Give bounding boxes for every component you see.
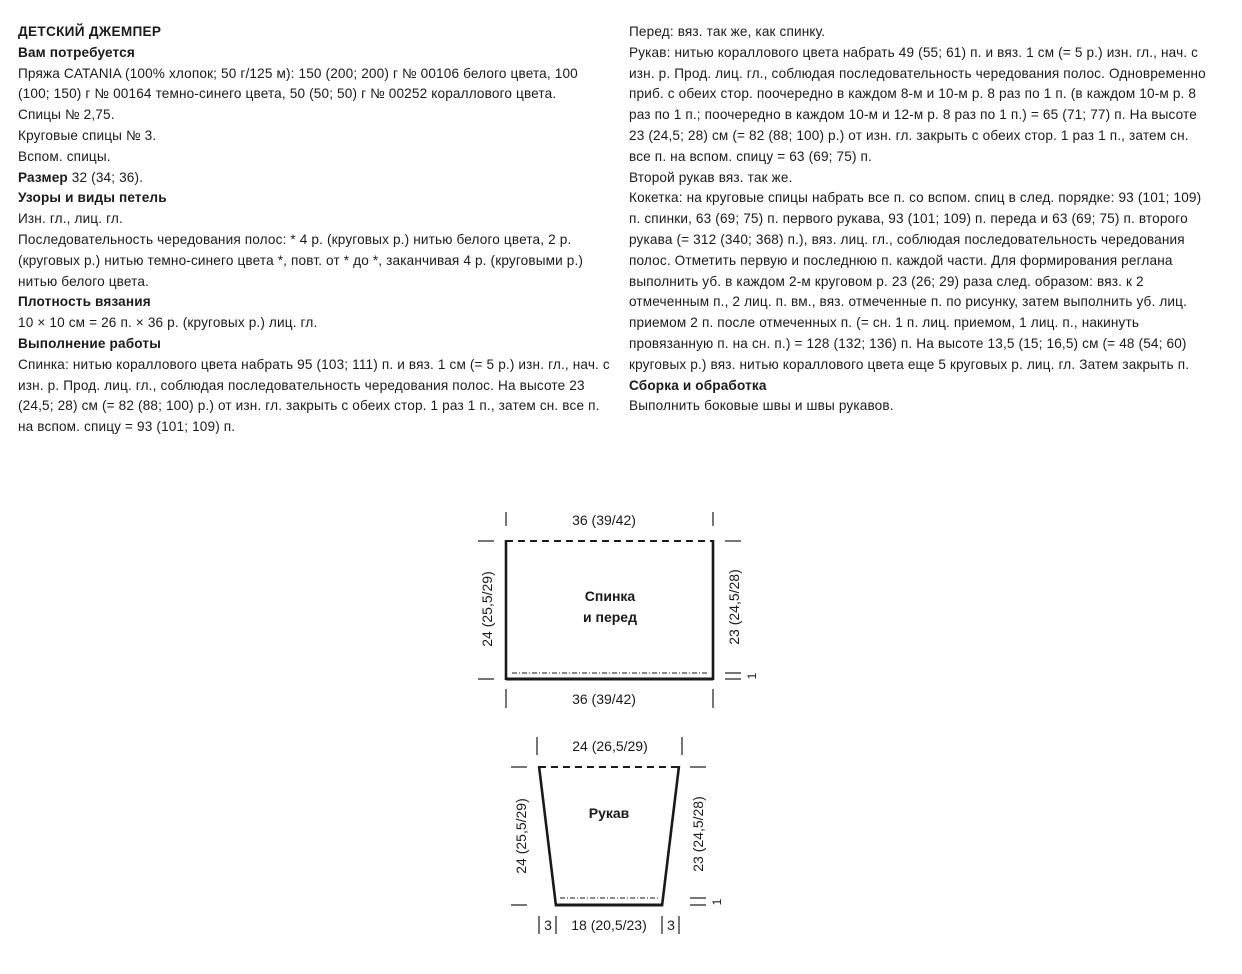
work-heading: Выполнение работы (18, 335, 161, 351)
body-top-width: 36 (39/42) (572, 512, 636, 528)
materials-aux: Вспом. спицы. (18, 148, 111, 164)
patterns-stripes: Последовательность чередования полос: * 4 р. (круговых р.) нитью белого цвета, 2 р. (круговых р.) нитью темно-синего цвета *, повт. от * до *, заканчивая 4 р. (круговыми р.) нитью белого цвета. (18, 231, 584, 289)
sleeve-right-edge (662, 766, 679, 906)
sleeve-bottom-width: 18 (20,5/23) (571, 917, 647, 933)
assembly-text: Выполнить боковые швы и швы рукавов. (629, 398, 894, 414)
sleeve-left-height: 24 (25,5/29) (513, 798, 529, 874)
sleeve-label: Рукав (588, 805, 630, 821)
materials-yarn: Пряжа CATANIA (100% хлопок; 50 г/125 м): 150 (200; 200) г № 00106 белого цвета, 100 (100; 150) г № 00164 темно-синего цвета, 50 (50; 50) г № 00252 кораллового цвета. (18, 65, 578, 102)
assembly-heading: Сборка и обработка (629, 377, 767, 393)
work-yoke: Кокетка: на круговые спицы набрать все п. со вспом. спиц в след. порядке: 93 (101; 109) п. спинки, 63 (69; 75) п. первого рукава, 93 (101; 109) п. переда и 63 (69; 75) п. второго рукава (= 312 (340; 368) п.), вяз. лиц. гл., соблюдая последовательность чередования полос. Отметить первую и последнюю п. каждой части. Для формирования реглана выполнить уб. в каждом 2-м круговом р. 23 (26; 29) раза след. образом: вяз. к 2 отмеченным п., 2 лиц. п. вм., вяз. отмеченные п. по рисунку, затем выполнить уб. лиц. приемом 2 п. после отмеченных п. (= сн. 1 п. лиц. приемом, 1 лиц. п., накинуть провязанную п. на сн. п.) = 128 (132; 136) п. На высоте 13,5 (15; 16,5) см (= 48 (54; 60) круговых р.) вяз. нитью кораллового цвета еще 5 круговых р. лиц. гл. Затем закрыть п. (629, 190, 1202, 372)
body-bottom-width: 36 (39/42) (572, 691, 636, 707)
sleeve-left-edge (539, 766, 556, 906)
sleeve-top-width: 24 (26,5/29) (572, 738, 648, 754)
body-label-line1: Спинка (584, 588, 636, 604)
materials-needles: Спицы № 2,75. (18, 107, 115, 123)
work-back: Спинка: нитью кораллового цвета набрать 95 (103; 111) п. и вяз. 1 см (= 5 р.) изн. гл., нач. с изн. р. Прод. лиц. гл., соблюдая последовательность чередования полос. На высоте 23 (24,5; 28) см (= 82 (88; 100) р.) от изн. гл. закрыть с обеих стор. 1 раз 1 п., затем сн. все п. на вспом. спицу = 93 (101; 109) п. (18, 356, 610, 435)
sleeve-schematic (511, 737, 724, 934)
work-sleeve2: Второй рукав вяз. так же. (629, 169, 793, 185)
work-sleeve: Рукав: нитью кораллового цвета набрать 49 (55; 61) п. и вяз. 1 см (= 5 р.) изн. гл., нач. с изн. р. Прод. лиц. гл., соблюдая последовательность чередования полос. Одновременно приб. с обеих стор. поочередно в каждом 8-м и 10-м р. 8 раз по 1 п. (в каждом 10-м р. 8 раз по 1 п.; поочередно в каждом 10-м и 12-м р. 8 раз по 1 п.) = 65 (71; 77) п. На высоте 23 (24,5; 28) см (= 82 (88; 100) р.) от изн. гл. закрыть с обеих стор. 1 раз 1 п., затем сн. все п. на вспом. спицу = 63 (69; 75) п. (629, 44, 1206, 164)
body-schematic (478, 512, 759, 708)
sleeve-bottom-side-right: 3 (667, 917, 675, 933)
body-right-height: 23 (24,5/28) (726, 569, 742, 645)
size-value: 32 (34; 36). (71, 169, 144, 185)
patterns-stitches: Изн. гл., лиц. гл. (18, 211, 123, 227)
materials-heading: Вам потребуется (18, 44, 135, 60)
body-label-line2: и перед (583, 609, 637, 625)
sleeve-bottom-side-left: 3 (544, 917, 552, 933)
body-rib-height: 1 (745, 672, 759, 680)
page-title: ДЕТСКИЙ ДЖЕМПЕР (18, 24, 162, 39)
sleeve-right-height: 23 (24,5/28) (690, 796, 706, 872)
patterns-heading: Узоры и виды петель (18, 190, 167, 206)
materials-circular: Круговые спицы № 3. (18, 127, 157, 143)
gauge-heading: Плотность вязания (18, 294, 151, 310)
work-front: Перед: вяз. так же, как спинку. (629, 24, 826, 39)
gauge-text: 10 × 10 см = 26 п. × 36 р. (круговых р.) лиц. гл. (18, 315, 318, 331)
body-left-height: 24 (25,5/29) (479, 571, 495, 647)
size-label: Размер (18, 169, 68, 185)
sleeve-rib-height: 1 (710, 898, 724, 906)
